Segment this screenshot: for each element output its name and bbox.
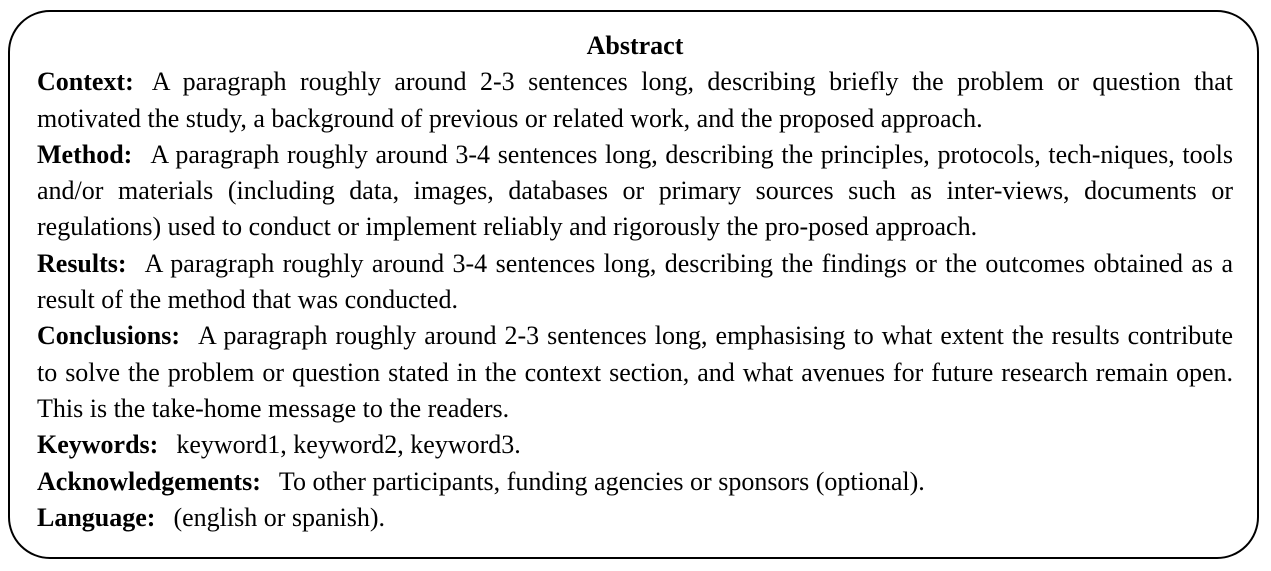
language-paragraph <box>37 500 1233 536</box>
language-label: Language: <box>37 502 156 532</box>
abstract-title: Abstract <box>586 31 684 60</box>
conclusions-paragraph <box>37 318 1233 427</box>
acknowledgements-text: To other participants, funding agencies or sponsors (optional). <box>278 466 925 496</box>
keywords-paragraph <box>37 427 1233 463</box>
context-text: A paragraph roughly around 2-3 sentences long, describing briefly the problem or question that motivated the study, a background of previous or related work, and the proposed approach. <box>37 67 1233 133</box>
abstract-content <box>37 28 1233 536</box>
language-text: (english or spanish). <box>173 502 386 532</box>
conclusions-label: Conclusions: <box>37 321 181 351</box>
acknowledgements-label: Acknowledgements: <box>37 466 261 496</box>
context-label: Context: <box>37 67 134 97</box>
keywords-label: Keywords: <box>37 430 159 460</box>
conclusions-text: A paragraph roughly around 2-3 sentences long, emphasising to what extent the results contribute to solve the problem or question stated in the context section, and what avenues for future research remain open. This is the take-home message to the readers. <box>37 321 1233 423</box>
context-paragraph <box>37 64 1233 137</box>
results-text: A paragraph roughly around 3-4 sentences long, describing the findings or the outcomes obtained as a result of the method that was conducted. <box>37 248 1233 315</box>
method-label: Method: <box>37 139 133 169</box>
acknowledgements-paragraph <box>37 464 1233 500</box>
results-label: Results: <box>37 248 127 278</box>
method-text: A paragraph roughly around 3-4 sentences long, describing the principles, protocols, tech-niques, tools and/or materials (including data, images, databases or primary sources such as inter-views, documents or regulations) used to conduct or implement reliably and rigorously the pro-posed approach. <box>37 139 1233 242</box>
keywords-text: keyword1, keyword2, keyword3. <box>176 430 521 460</box>
results-paragraph <box>37 246 1233 319</box>
method-paragraph <box>37 137 1233 246</box>
